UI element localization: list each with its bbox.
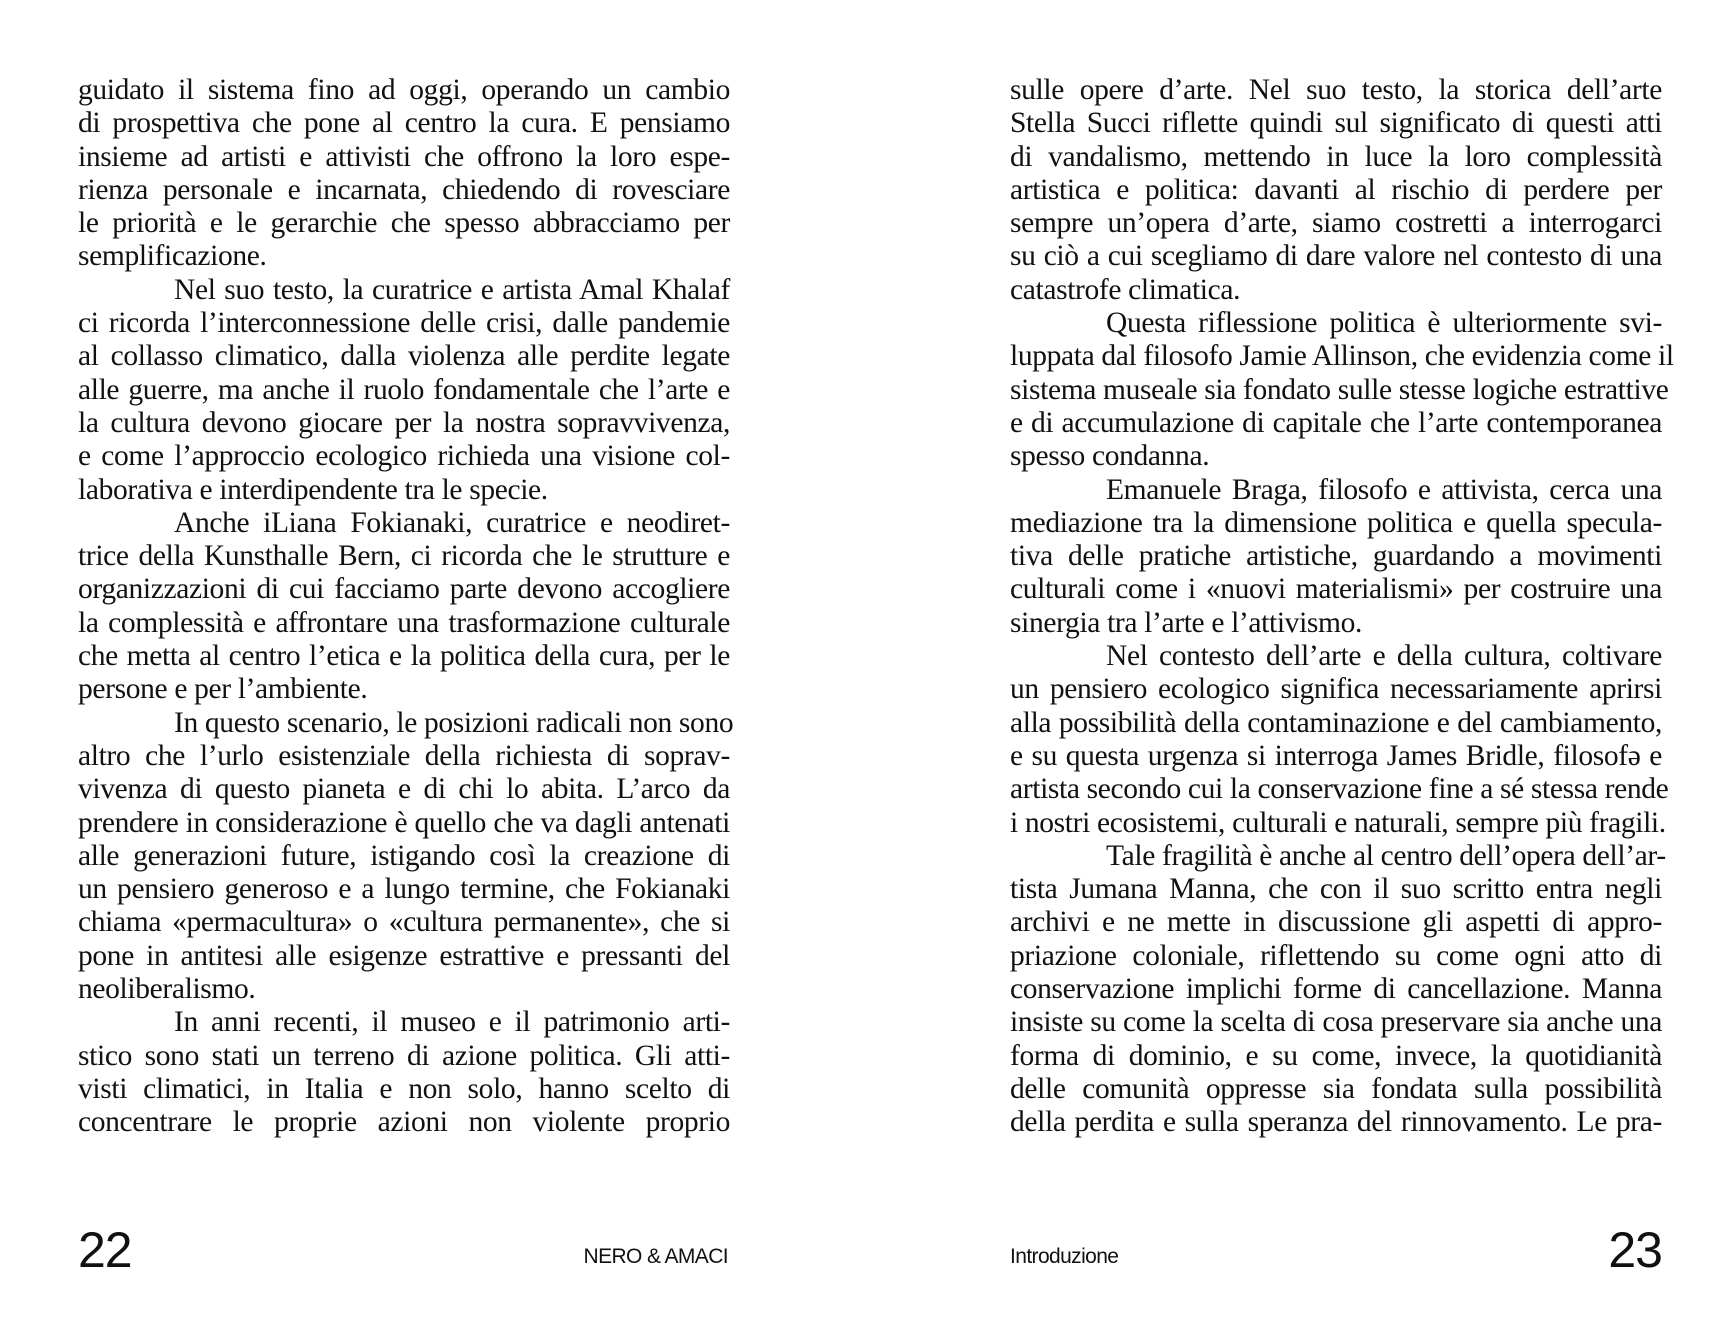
text-line: persone e per l’ambiente. [78, 673, 368, 706]
paragraph [1010, 640, 1669, 840]
text-line: guidato il sistema fino ad oggi, operando un cambio [78, 74, 730, 106]
text-line: semplificazione. [78, 240, 267, 273]
text-line: alle generazioni future, istigando così la creazione di [78, 839, 730, 872]
paragraph [1010, 474, 1662, 640]
text-line: che metta al centro l’etica e la politica della cura, per le [78, 640, 730, 673]
text-line: ci ricorda l’interconnessione delle crisi, dalle pandemie [78, 307, 730, 340]
text-line: sistema museale sia fondato sulle stesse logiche estrattive [1010, 373, 1669, 406]
text-line: neoliberalismo. [78, 973, 256, 1006]
text-line: tiva delle pratiche artistiche, guardando a movimenti [1010, 540, 1662, 573]
text-line: Nel suo testo, la curatrice e artista Amal Khalaf [174, 273, 730, 306]
text-line: al collasso climatico, dalla violenza alle perdite legate [78, 340, 730, 373]
text-line: rienza personale e incarnata, chiedendo di rovesciare [78, 173, 730, 206]
text-line: concentrare le proprie azioni non violente proprio [78, 1106, 730, 1139]
text-line: sulle opere d’arte. Nel suo testo, la storica dell’arte [1010, 74, 1662, 106]
text-line: Questa riflessione politica è ulteriormente svi- [1106, 307, 1662, 340]
text-line: su ciò a cui scegliamo di dare valore nel contesto di una [1010, 240, 1662, 273]
text-line: sempre un’opera d’arte, siamo costretti a interrogarci [1010, 207, 1662, 240]
text-line: luppata dal filosofo Jamie Allinson, che evidenzia come il [1010, 340, 1674, 373]
text-line: artista secondo cui la conservazione fine a sé stessa rende [1010, 773, 1669, 806]
paragraph [78, 74, 730, 274]
text-line: un pensiero ecologico significa necessariamente aprirsi [1010, 673, 1662, 706]
paragraph [78, 1006, 730, 1139]
text-line: prendere in considerazione è quello che va dagli antenati [78, 806, 730, 839]
text-line: sinergia tra l’arte e l’attivismo. [1010, 606, 1363, 639]
text-line: organizzazioni di cui facciamo parte devono accogliere [78, 573, 730, 606]
text-line: conservazione implichi forme di cancellazione. Manna [1010, 973, 1662, 1006]
text-line: mediazione tra la dimensione politica e quella specula- [1010, 506, 1662, 539]
paragraph [78, 706, 734, 1007]
left-running-head: NERO & AMACI [583, 1245, 728, 1268]
left-page-number: 22 [78, 1222, 132, 1278]
right-page [866, 0, 1732, 1338]
text-line: Nel contesto dell’arte e della cultura, coltivare [1106, 640, 1662, 673]
text-line: forma di dominio, e su come, invece, la quotidianità [1010, 1039, 1662, 1072]
text-line: altro che l’urlo esistenziale della richiesta di soprav- [78, 739, 730, 772]
text-line: alla possibilità della contaminazione e del cambiamento, [1010, 706, 1662, 739]
text-line: insieme ad artisti e attivisti che offrono la loro espe- [78, 140, 730, 173]
paragraph [78, 274, 730, 507]
text-line: catastrofe climatica. [1010, 273, 1241, 306]
text-line: spesso condanna. [1010, 440, 1210, 473]
text-line: alle guerre, ma anche il ruolo fondamentale che l’arte e [78, 373, 730, 406]
text-line: le priorità e le gerarchie che spesso abbracciamo per [78, 207, 730, 240]
text-line: un pensiero generoso e a lungo termine, che Fokianaki [78, 873, 730, 906]
right-page-number: 23 [1608, 1222, 1662, 1278]
right-page-body-text [1010, 74, 1674, 1140]
text-line: stico sono stati un terreno di azione politica. Gli atti- [78, 1039, 730, 1072]
text-line: vivenza di questo pianeta e di chi lo abita. L’arco da [78, 773, 730, 806]
paragraph [1010, 307, 1674, 473]
text-line: pone in antitesi alle esigenze estrattive e pressanti del [78, 939, 730, 972]
text-line: Emanuele Braga, filosofo e attivista, cerca una [1106, 473, 1662, 506]
text-line: priazione coloniale, riflettendo su come ogni atto di [1010, 939, 1662, 972]
paragraph [78, 507, 730, 707]
text-line: In questo scenario, le posizioni radicali non sono [174, 706, 734, 739]
text-line: visti climatici, in Italia e non solo, hanno scelto di [78, 1072, 730, 1105]
text-line: la complessità e affrontare una trasformazione culturale [78, 606, 730, 639]
text-line: la cultura devono giocare per la nostra sopravvivenza, [78, 406, 730, 439]
text-line: culturali come i «nuovi materialismi» per costruire una [1010, 573, 1662, 606]
paragraph [1010, 74, 1662, 307]
text-line: e come l’approccio ecologico richieda una visione col- [78, 440, 730, 473]
text-line: delle comunità oppresse sia fondata sulla possibilità [1010, 1072, 1662, 1105]
paragraph [1010, 839, 1666, 1140]
text-line: chiama «permacultura» o «cultura permanente», che si [78, 906, 730, 939]
text-line: artistica e politica: davanti al rischio di perdere per [1010, 173, 1662, 206]
text-line: laborativa e interdipendente tra le specie. [78, 473, 548, 506]
right-running-head: Introduzione [1010, 1245, 1119, 1268]
text-line: di prospettiva che pone al centro la cura. E pensiamo [78, 107, 730, 140]
text-line: e di accumulazione di capitale che l’arte contemporanea [1010, 406, 1662, 439]
text-line: In anni recenti, il museo e il patrimonio arti- [174, 1006, 730, 1039]
text-line: insiste su come la scelta di cosa preservare sia anche una [1010, 1006, 1662, 1039]
text-line: Tale fragilità è anche al centro dell’opera dell’ar- [1106, 839, 1666, 872]
text-line: Stella Succi riflette quindi sul significato di questi atti [1010, 107, 1662, 140]
text-line: tista Jumana Manna, che con il suo scritto entra negli [1010, 873, 1662, 906]
text-line: e su questa urgenza si interroga James Bridle, filosofə e [1010, 739, 1662, 772]
text-line: trice della Kunsthalle Bern, ci ricorda che le strutture e [78, 540, 730, 573]
left-page-body-text [78, 74, 734, 1140]
text-line: archivi e ne mette in discussione gli aspetti di appro- [1010, 906, 1662, 939]
text-line: Anche iLiana Fokianaki, curatrice e neodiret- [174, 506, 730, 539]
text-line: i nostri ecosistemi, culturali e naturali, sempre più fragili. [1010, 806, 1666, 839]
text-line: di vandalismo, mettendo in luce la loro complessità [1010, 140, 1662, 173]
text-line: della perdita e sulla speranza del rinnovamento. Le pra- [1010, 1106, 1662, 1139]
